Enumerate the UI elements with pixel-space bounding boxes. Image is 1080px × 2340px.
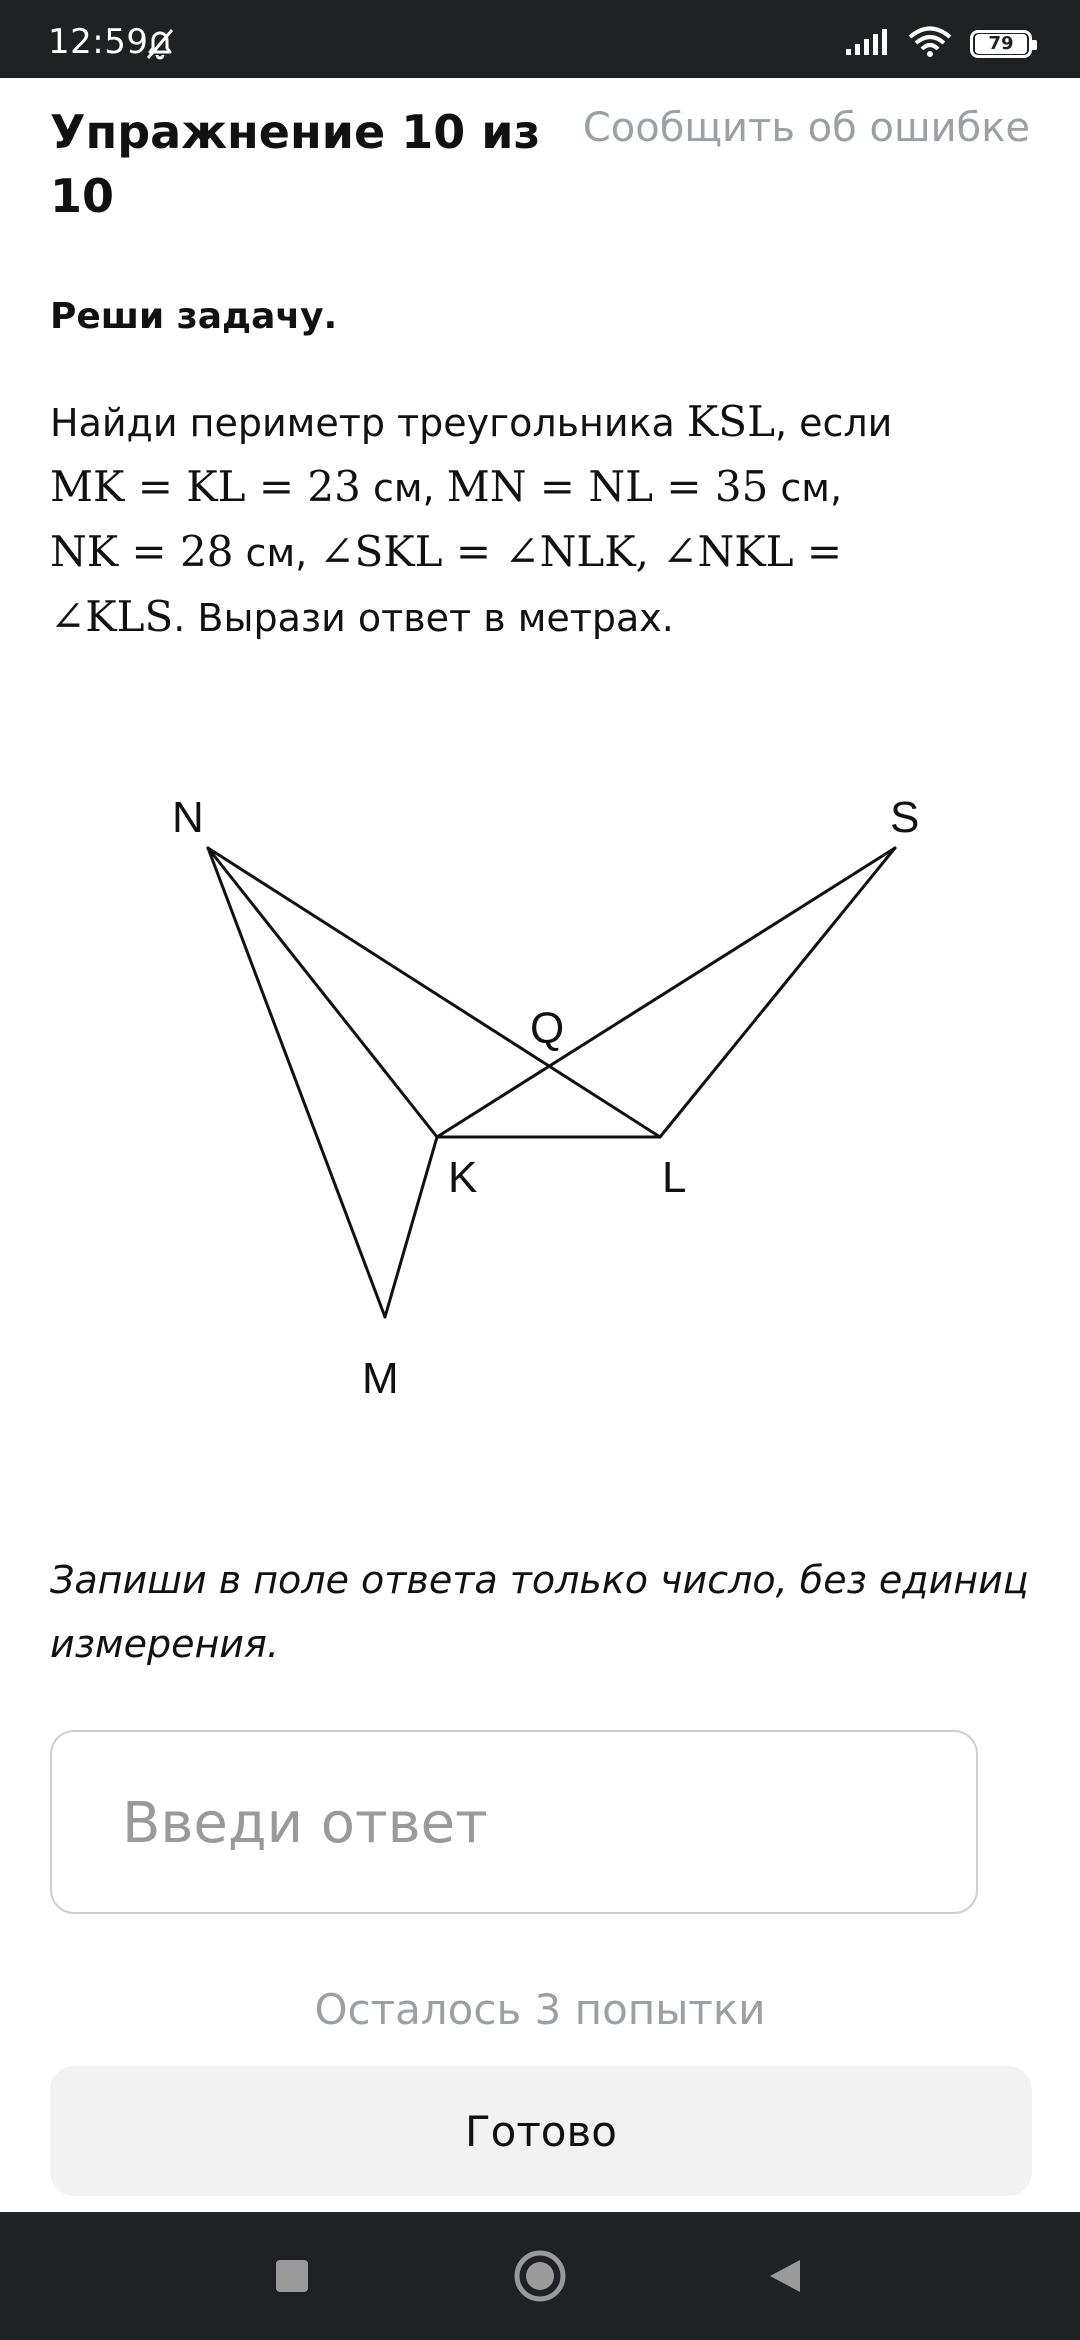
unit-1: см, bbox=[360, 466, 447, 510]
segment-nl bbox=[208, 848, 660, 1137]
status-time: 12:59 bbox=[48, 22, 149, 62]
label-l: L bbox=[662, 1153, 687, 1202]
answer-hint: Запиши в поле ответа только число, без единиц измерения. bbox=[50, 1558, 1029, 1666]
segment-ls bbox=[660, 848, 895, 1137]
status-icons bbox=[844, 26, 1032, 62]
page-title: Упражнение 10 из 10 bbox=[50, 105, 541, 223]
problem-intro: Найди периметр треугольника bbox=[50, 401, 687, 445]
label-s: S bbox=[890, 793, 920, 842]
problem-if: , если bbox=[774, 401, 893, 445]
task-heading: Реши задачу. bbox=[50, 296, 338, 337]
segment-km bbox=[385, 1137, 437, 1317]
math-condition-1: MK = KL = 23 bbox=[50, 462, 361, 511]
segment-nk bbox=[208, 848, 437, 1137]
math-condition-2: MN = NL = 35 bbox=[446, 462, 769, 511]
segment-nm bbox=[208, 848, 385, 1317]
signal-icon bbox=[844, 27, 890, 61]
figure-svg bbox=[150, 790, 950, 1430]
battery-level: 79 bbox=[975, 34, 1027, 54]
math-condition-3: NK = 28 bbox=[50, 527, 234, 576]
wifi-icon bbox=[908, 26, 952, 62]
math-condition-4: ∠SKL = ∠NLK, ∠NKL = bbox=[319, 527, 843, 576]
math-condition-5: ∠KLS bbox=[50, 592, 174, 641]
circle-icon[interactable] bbox=[480, 2212, 600, 2340]
back-triangle-icon[interactable] bbox=[724, 2212, 844, 2340]
unit-2: см, bbox=[768, 466, 843, 510]
answer-field[interactable] bbox=[50, 1730, 978, 1914]
geometry-figure bbox=[150, 790, 950, 1434]
label-n: N bbox=[172, 793, 204, 842]
submit-button[interactable]: Готово bbox=[50, 2066, 1032, 2196]
math-triangle-name: KSL bbox=[686, 397, 775, 446]
status-bar bbox=[0, 0, 1080, 78]
battery-icon bbox=[970, 30, 1032, 58]
problem-text bbox=[50, 390, 1030, 650]
answer-input[interactable] bbox=[120, 1772, 924, 1874]
problem-end: . Вырази ответ в метрах. bbox=[173, 596, 674, 640]
label-m: M bbox=[362, 1354, 399, 1403]
navigation-bar bbox=[0, 2212, 1080, 2340]
bell-off-icon bbox=[140, 24, 180, 68]
label-k: K bbox=[448, 1153, 478, 1202]
report-error-link[interactable]: Сообщить об ошибке bbox=[582, 105, 1030, 151]
square-icon[interactable] bbox=[232, 2212, 352, 2340]
unit-3: см, bbox=[233, 531, 320, 575]
attempts-left: Осталось 3 попытки bbox=[314, 1985, 766, 2034]
label-q: Q bbox=[530, 1004, 565, 1053]
segment-ks bbox=[437, 848, 895, 1137]
